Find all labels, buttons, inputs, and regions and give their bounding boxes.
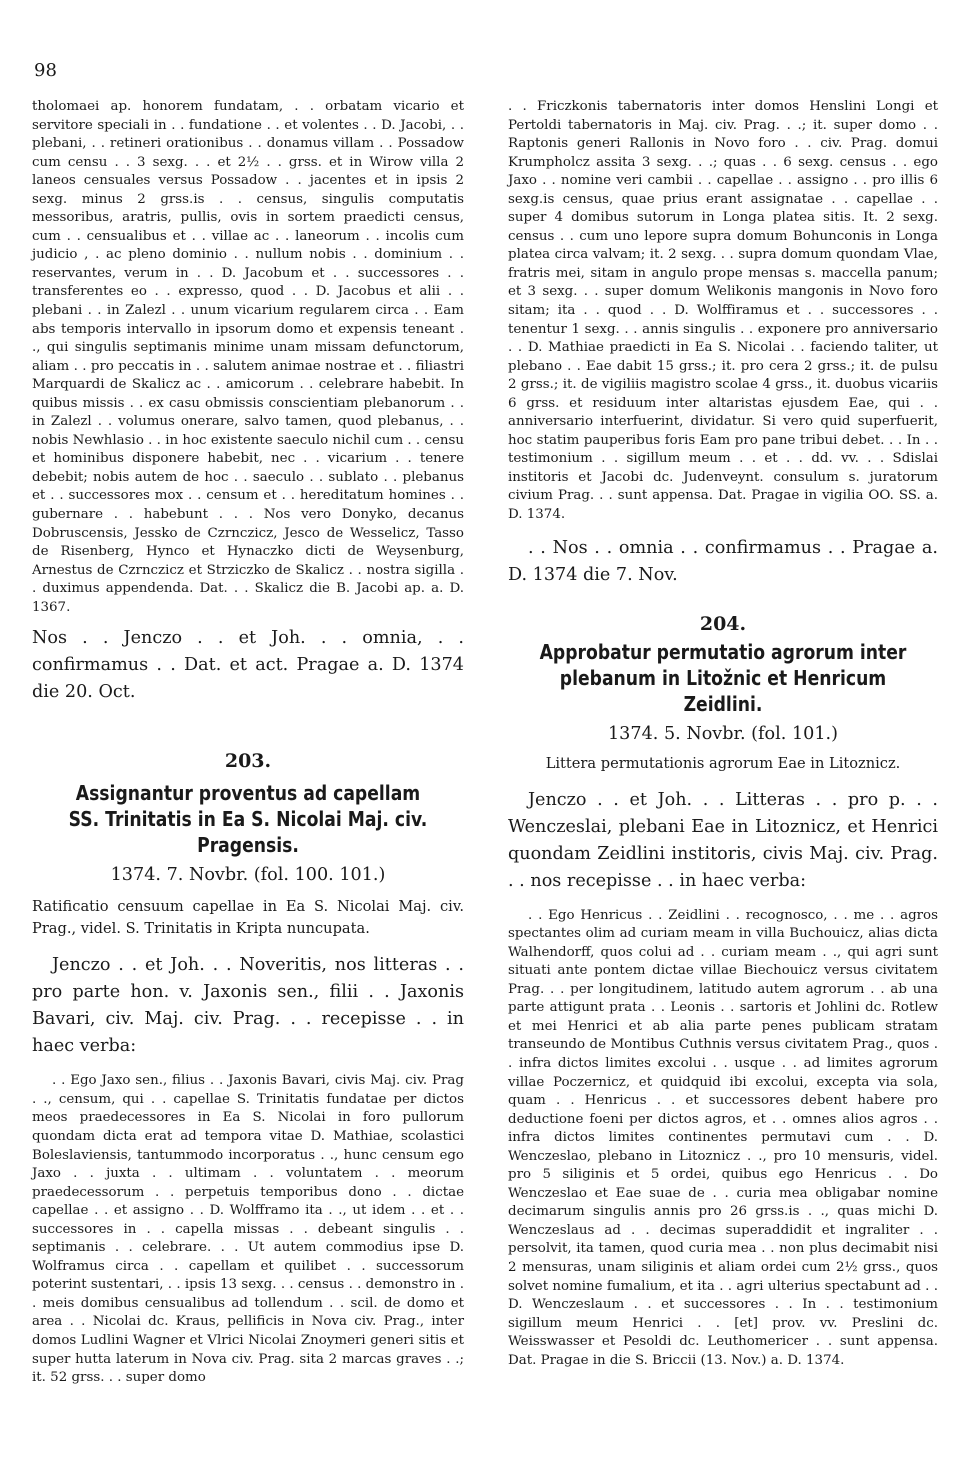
right-continuation-text: . . Friczkonis tabernatoris inter domos Henslini Longi et Pertoldi tabernatoris in Maj. civ. Prag. . .; it. super domo . . Raptonis generi Rallonis in Novo foro . . civ. Prag. domui Krumpholcz assita 3 sexg. . .; quas . . 6 sexg. census . . ego Jaxo . . nomine veri cambii . . capellae . . assigno . . pro illis 6 sexg.is census, quae prius erant assignatae . . capellae . . super 4 domibus sutorum in Longa platea sitis. It. 2 sexg. census . . cum uno lepore supra domum Bohunconis in Longa platea circa valvam; it. 2 sexg. . . supra domum quondam Vlae, fratris mei, sitam in angulo prope mensas s. maccella panum; et 3 sexg. . . super domum Welikonis mangonis in Novo foro sitam; ita . . quod . . D. Wolffiramus et . . successores . . tenentur 1 sexg. . . annis singulis . . exponere pro anniversario . . D. Mathiae praedicti in Ea S. Nicolai . . faciendo taliter, ut plebano . . Eae dabit 15 grss.; it. pro cera 2 grss.; it. de pulsu 2 grss.; it. de vigiliis magistro scolae 4 grss., it. duobus vicariis 6 grss. et residuum inter altaristas ejusdem Eae, qui . . anniversario interfuerint, dividatur. Si vero quid superfuerit, hoc statim pauperibus foris Eam pro pane tribui debet. . . In . . testimonium . . sigillum meum . . et . . dd. vv. . . Sdislai institoris et Jacobi dc. Judenveynt. consulum s. juratorum civium Prag. . . sunt appensa. Dat. Pragae in vigilia OO. SS. a. D. 1374. — [508, 99, 938, 523]
page-number: 98 — [34, 60, 57, 81]
intro-204: Jenczo . . et Joh. . . Litteras . . pro p. . . Wenczeslai, plebani Eae in Litoznicz, et Henrici quondam Zeidlini institoris, civis Maj. civ. Prag. . . nos recepisse . . in haec verba: — [508, 789, 938, 891]
right-column — [508, 98, 938, 1370]
document-title-203: Assignantur proventus ad capellam SS. Trinitatis in Ea S. Nicolai Maj. civ. Pragensis. — [68, 781, 428, 858]
document-number-203: 203. — [224, 750, 272, 773]
left-confirmation: Nos . . Jenczo . . et Joh. . . omnia, . . confirmamus . . Dat. et act. Pragae a. D. 1374 die 20. Oct. — [32, 628, 464, 703]
document-number-204: 204. — [699, 612, 747, 635]
left-continuation-text: tholomaei ap. honorem fundatam, . . orbatam vicario et servitore speciali in . . fundatione . . et volentes . . D. Jacobi, . . plebani, . . retineri orationibus . . donamus villam . . Possadow cum censu . . 3 sexg. . . et 2½ . . grss. et in Wirow villa 2 laneos censuales versus Possadow . . jacentes et in ipsis 2 sexg. minus 2 grss.is . . census, singulis computatis messoribus, aratris, pullis, ovis in sortem praedicti census, cum . . censualibus et . . villae ac . . laneorum . . incolis cum judicio , . ac pleno dominio . . nullum nobis . . dominium . . reservantes, verum in . . D. Jacobum et . . successores . . transferentes eo . . expresso, quod . . D. Jacobus et alii . . plebani . . in Zalezl . . unum vicarium regularem circa . . Eam abs temporis intervallo in ipsorum domo et expensis teneant . ., qui singulis septimanis minime unam missam defunctorum, aliam . . pro peccatis in . . salutem animae nostrae et . . filiastri Marquardi de Skalicz ac . . amicorum . . celebrare habebit. In quibus missis . . ex casu obmissis conscientiam plebanorum . . in Zalezl . . volumus onerare, salvo tamen, quod plebanus, . . nobis Newhlasio . . in hoc existente saeculo nichil cum . . censu et hominibus disponere habebit, nec . . vicarium . . tenere debebit; nobis autem de hoc . . saeculo . . sublato . . plebanus et . . successores mox . . censum et . . hereditatum homines . . gubernare . . habebunt . . . Nos vero Donyko, decanus Dobruscensis, Jessko de Czrnczicz, Jesco de Wesselicz, Tasso de Risenberg, Hynco et Hynaczko dicti de Weysenburg, Arnestus de Czrnczicz et Strziczko de Skalicz . . nostra sigilla . . duximus appendenda. Dat. . . Skalicz die B. Jacobi ap. a. D. 1367. — [32, 99, 464, 615]
body-203: . . Ego Jaxo sen., filius . . Jaxonis Bavari, civis Maj. civ. Prag . ., censum, qui . . capellae S. Trinitatis fundatae per dictos meos praedecessores in Ea S. Nicolai in foro pullorum quondam dicta erat ad tempora vitae D. Mathiae, scolastici Boleslaviensis, tantummodo incorporatus . ., hunc censum ego Jaxo . . juxta . . ultimam . . voluntatem . . meorum praedecessorum . . perpetuis temporibus dono . . dictae capellae . . et assigno . . D. Wolfframo ita . ., ut idem . . et . . successores in . . capella missas . . debeant singulis . . septimanis . . celebrare. . . Ut autem commodius ipse D. Wolframus circa . . capellam et quilibet . . successorum poterint sustentari, . . ipsis 13 sexg. . . census . . demonstro in . . meis domibus censualibus ad tollendum . . scil. de domo et area . . Nicolai dc. Kraus, pellificis in Nova civ. Prag., inter domos Ludlini Wagner et Vlrici Nicolai Znoymeri generi sitis et super hutta laterum in Nova civ. Prag. sita 2 marcas graves . .; it. 52 grss. . . super domo — [32, 1073, 464, 1386]
rubric-203: Ratificatio censuum capellae in Ea S. Nicolai Maj. civ. Prag., videl. S. Trinitatis in Kripta nuncupata. — [32, 898, 464, 938]
document-date-203: 1374. 7. Novbr. (fol. 100. 101.) — [110, 865, 386, 886]
document-title-204: Approbatur permutatio agrorum inter plebanum in Litožnic et Henricum Zeidlini. — [539, 639, 907, 716]
left-column — [32, 98, 464, 1388]
body-204: . . Ego Henricus . . Zeidlini . . recognosco, . . me . . agros spectantes olim ad curiam meam in villa Buchouicz, alias dicta Walhendorff, quos colui ad . . curiam meam . ., qui agri sunt situati ante pontem dictae villae Biechouicz versus civitatem Prag. . . per longitudinem, latitudo autem agrorum . . ab una parte attigunt prata . . Leonis . . sartoris et Johlini dc. Rotlew et mei Henrici et ab alia parte penes publicam stratam transeundo de Montibus Cuthnis versus civitatem Prag., quos . . infra dictos limites excolui . . usque . . ad limites agrorum villae Poczernicz, et quidquid ibi excolui, excepta via sola, quam . . Henricus . . et successores debent habere pro deductione foeni per dictos agros, et . . omnes alios agros . . infra dictos limites continentes permutavi cum . . D. Wenczeslao, plebano in Litoznicz . ., pro 10 mensuris, videl. pro 5 siliginis et 5 ordei, quibus ego Henricus . . Do Wenczeslao et Eae suae de . . curia mea obligabar nomine decimarum singulis annis pro 26 grss.is . ., quas michi D. Wenczeslaus ad . . decimas superaddidit et ingraliter . . persolvit, ita tamen, quod curia mea . . non plus decimabit nisi 2 mensuras, unam siliginis et aliam ordei cum 2½ grss., quos solvet nomine fumalium, et ita . . agri ulterius spectabunt ad . . D. Wenczeslaum . . et successores . . In . . testimonium sigillum meum Henrici . . [et] prov. vv. Preslini dc. Weisswasser et Pesoldi dc. Leuthomericer . . sunt appensa. Dat. Pragae in die S. Briccii (13. Nov.) a. D. 1374. — [508, 907, 938, 1368]
document-date-204: 1374. 5. Novbr. (fol. 101.) — [607, 723, 838, 744]
rubric-204: Littera permutationis agrorum Eae in Litoznicz. — [545, 754, 901, 772]
right-confirmation: . . Nos . . omnia . . confirmamus . . Pragae a. D. 1374 die 7. Nov. — [508, 537, 938, 585]
intro-203: Jenczo . . et Joh. . . Noveritis, nos litteras . . pro parte hon. v. Jaxonis sen., filii . . Jaxonis Bavari, civ. Maj. civ. Prag. . . recepisse . . in haec verba: — [32, 955, 464, 1057]
